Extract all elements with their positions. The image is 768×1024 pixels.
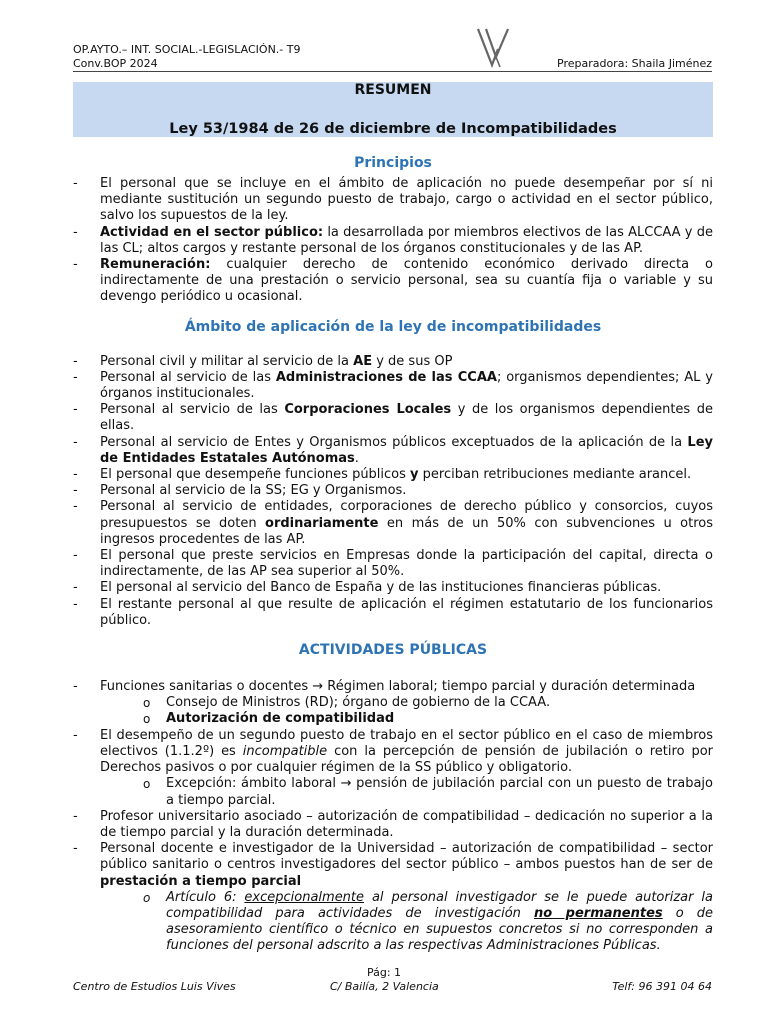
footer-center-name: Centro de Estudios Luis Vives — [73, 980, 236, 993]
sub-list-item: o Autorización de compatibilidad — [73, 711, 713, 727]
header-rule — [73, 71, 712, 72]
principios-list — [73, 176, 713, 306]
list-item: - Funciones sanitarias o docentes → Régimen laboral; tiempo parcial y duración determinada — [73, 679, 713, 695]
heading-principios: Principios — [354, 155, 432, 171]
list-item: - Personal al servicio de las Administraciones de las CCAA; organismos dependientes; AL y órganos institucionales. — [73, 370, 713, 402]
list-item: - El personal que desempeñe funciones públicos y perciban retribuciones mediante arancel. — [73, 467, 713, 483]
list-item: - El restante personal al que resulte de aplicación el régimen estatutario de los funcionarios público. — [73, 597, 713, 629]
heading-ambito: Ámbito de aplicación de la ley de incompatibilidades — [184, 318, 602, 335]
list-item: - Personal al servicio de la SS; EG y Organismos. — [73, 483, 713, 499]
list-item: - Actividad en el sector público: la desarrollada por miembros electivos de las ALCCAA y de las CL; altos cargos y restante personal de los órganos constitucionales y de las AP. — [73, 225, 713, 257]
actividades-sublist-2 — [73, 776, 713, 808]
footer-page-number: Pág: 1 — [366, 966, 402, 979]
footer-phone: Telf: 96 391 04 64 — [612, 980, 712, 993]
list-item: - El desempeño de un segundo puesto de trabajo en el sector público en el caso de miembros electivos (1.1.2º) es incompatible con la percepción de pensión de jubilación o retiro por Derechos pasivos o por cualquier régimen de la SS público y obligatorio. — [73, 728, 713, 777]
actividades-list-3 — [73, 809, 713, 890]
title-box — [73, 82, 713, 137]
actividades-list-2 — [73, 728, 713, 777]
document-body — [73, 150, 713, 955]
heading-actividades: ACTIVIDADES PÚBLICAS — [298, 642, 488, 659]
header-trainer: Preparadora: Shaila Jiménez — [557, 57, 712, 70]
list-item: - El personal al servicio del Banco de España y de las instituciones financieras públicas. — [73, 580, 713, 596]
list-item: - Personal al servicio de entidades, corporaciones de derecho público y consorcios, cuyos presupuestos se doten ordinariamente en más de un 50% con subvenciones u otros ingresos procedentes de las AP. — [73, 499, 713, 548]
list-item: - El personal que preste servicios en Empresas donde la participación del capital, directa o indirectamente, de las AP sea superior al 50%. — [73, 548, 713, 580]
header-row — [73, 57, 712, 70]
title-resumen: RESUMEN — [354, 82, 432, 98]
header-conv: Conv.BOP 2024 — [73, 57, 158, 70]
list-item: - Personal civil y militar al servicio de la AE y de sus OP — [73, 354, 713, 370]
ambito-list — [73, 354, 713, 629]
actividades-sublist-3 — [73, 890, 713, 955]
list-item: - El personal que se incluye en el ámbito de aplicación no puede desempeñar por sí ni mediante sustitución un segundo puesto de trabajo, cargo o actividad en el sector público, salvo los supuestos de la ley. — [73, 176, 713, 225]
double-v-logo-icon — [476, 27, 516, 69]
sub-list-item: o Artículo 6: excepcionalmente al personal investigador se le puede autorizar la compatibilidad para actividades de investigación no permanentes o de asesoramiento científico o técnico en supuestos concretos si no corresponden a funciones del personal adscrito a las respectivas Administraciones Públicas. — [73, 890, 713, 955]
footer-address: C/ Bailía, 2 Valencia — [330, 980, 439, 993]
actividades-sublist-1 — [73, 695, 713, 727]
list-item: - Personal docente e investigador de la Universidad – autorización de compatibilidad – sector público sanitario o centros investigadores del sector público – ambos puestos han de ser de prestación a tiempo parcial — [73, 841, 713, 890]
list-item: - Remuneración: cualquier derecho de contenido económico derivado directa o indirectamente de una prestación o servicio personal, sea su cuantía fija o variable y su devengo periódico u ocasional. — [73, 257, 713, 306]
title-law: Ley 53/1984 de 26 de diciembre de Incompatibilidades — [169, 121, 617, 137]
sub-list-item: o Consejo de Ministros (RD); órgano de gobierno de la CCAA. — [73, 695, 713, 711]
list-item: - Personal al servicio de Entes y Organismos públicos exceptuados de la aplicación de la Ley de Entidades Estatales Autónomas. — [73, 435, 713, 467]
header-course: OP.AYTO.– INT. SOCIAL.-LEGISLACIÓN.- T9 — [73, 43, 301, 56]
list-item: - Personal al servicio de las Corporaciones Locales y de los organismos dependientes de ellas. — [73, 402, 713, 434]
sub-list-item: o Excepción: ámbito laboral → pensión de jubilación parcial con un puesto de trabajo a tiempo parcial. — [73, 776, 713, 808]
list-item: - Profesor universitario asociado – autorización de compatibilidad – dedicación no superior a la de tiempo parcial y la duración determinada. — [73, 809, 713, 841]
actividades-list — [73, 679, 713, 695]
